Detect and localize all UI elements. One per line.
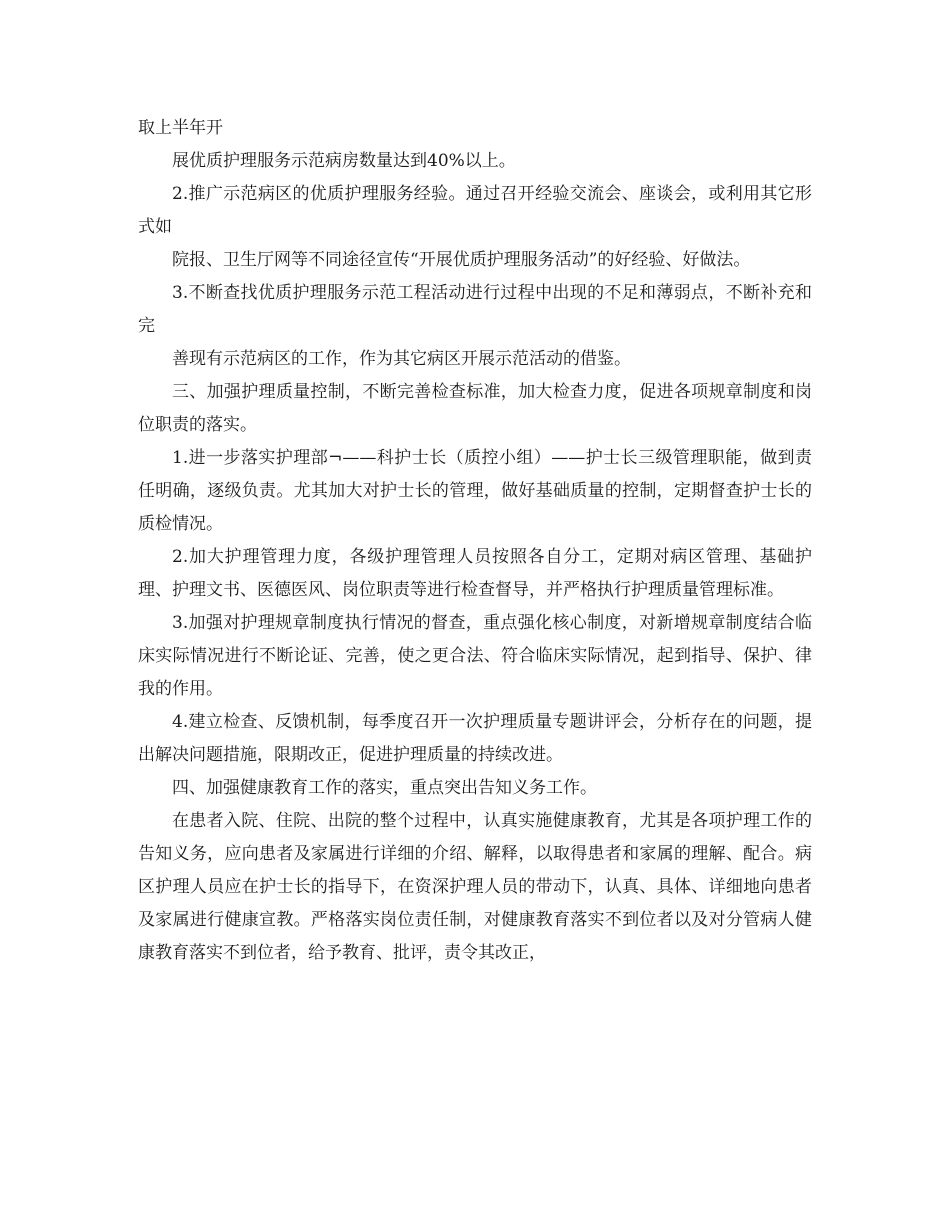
paragraph-11: 4.建立检查、反馈机制，每季度召开一次护理质量专题讲评会，分析存在的问题，提出解决问题措施，限期改正，促进护理质量的持续改进。 — [138, 712, 812, 765]
paragraph-1: 取上半年开 — [138, 118, 223, 138]
paragraph-6: 善现有示范病区的工作，作为其它病区开展示范活动的借鉴。 — [172, 349, 631, 369]
paragraph-8: 1.进一步落实护理部¬——科护士长（质控小组）——护士长三级管理职能，做到责任明确，逐级负责。尤其加大对护士长的管理，做好基础质量的控制，定期督查护士长的质检情况。 — [138, 448, 812, 534]
section-heading-3: 三、加强护理质量控制，不断完善检查标准，加大检查力度，促进各项规章制度和岗位职责的落实。 — [138, 382, 812, 435]
paragraph-5: 3.不断查找优质护理服务示范工程活动进行过程中出现的不足和薄弱点，不断补充和完 — [138, 283, 812, 336]
section-heading-4: 四、加强健康教育工作的落实，重点突出告知义务工作。 — [172, 778, 597, 798]
paragraph-3: 2.推广示范病区的优质护理服务经验。通过召开经验交流会、座谈会，或利用其它形式如 — [138, 184, 812, 237]
document-body — [138, 112, 812, 970]
paragraph-13: 在患者入院、住院、出院的整个过程中，认真实施健康教育，尤其是各项护理工作的告知义务，应向患者及家属进行详细的介绍、解释，以取得患者和家属的理解、配合。病区护理人员应在护士长的指导下，在资深护理人员的带动下，认真、具体、详细地向患者及家属进行健康宣教。严格落实岗位责任制，对健康教育落实不到位者以及对分管病人健康教育落实不到位者，给予教育、批评，责令其改正， — [138, 811, 812, 963]
paragraph-2: 展优质护理服务示范病房数量达到40%以上。 — [172, 151, 516, 171]
paragraph-4: 院报、卫生厅网等不同途径宣传“开展优质护理服务活动”的好经验、好做法。 — [172, 250, 751, 270]
paragraph-10: 3.加强对护理规章制度执行情况的督查，重点强化核心制度，对新增规章制度结合临床实际情况进行不断论证、完善，使之更合法、符合临床实际情况，起到指导、保护、律我的作用。 — [138, 613, 812, 699]
paragraph-9: 2.加大护理管理力度，各级护理管理人员按照各自分工，定期对病区管理、基础护理、护理文书、医德医风、岗位职责等进行检查督导，并严格执行护理质量管理标准。 — [138, 547, 812, 600]
